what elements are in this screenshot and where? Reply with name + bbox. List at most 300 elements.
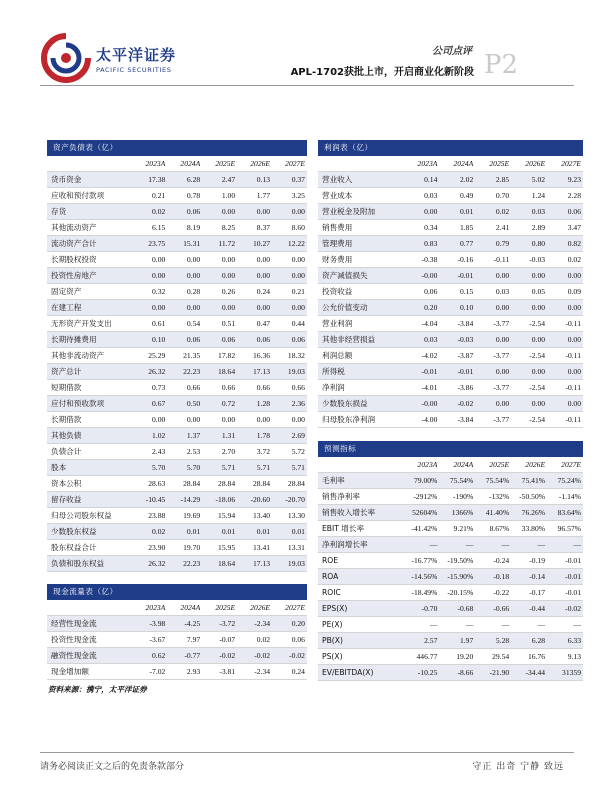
row-label: 在建工程 <box>51 303 82 312</box>
cell-value: 10.27 <box>252 239 271 248</box>
cell-value: 0.72 <box>221 399 236 408</box>
table-header-row <box>318 156 583 172</box>
cell-value: 0.37 <box>291 175 305 184</box>
column-header: 2024A <box>453 159 474 168</box>
table-row <box>318 268 583 284</box>
cell-value: -0.22 <box>493 588 510 597</box>
cell-value: — <box>573 620 581 629</box>
cell-value: 5.28 <box>495 636 510 645</box>
cell-value: 2.69 <box>291 431 305 440</box>
cell-value: 7.97 <box>186 635 201 644</box>
cell-value: 2.28 <box>567 191 581 200</box>
cell-value: 0.02 <box>152 207 166 216</box>
cell-value: 0.79 <box>495 239 510 248</box>
column-header: 2027E <box>561 460 581 469</box>
cell-value: 13.41 <box>252 543 271 552</box>
column-header: 2027E <box>285 603 305 612</box>
cell-value: 5.71 <box>291 463 305 472</box>
cell-value: 19.20 <box>456 652 474 661</box>
cell-value: 0.66 <box>186 383 201 392</box>
cell-value: 25.29 <box>148 351 166 360</box>
cell-value: 0.00 <box>291 303 305 312</box>
cell-value: -18.49% <box>411 588 438 597</box>
cell-value: 18.64 <box>218 367 236 376</box>
cell-value: 0.24 <box>256 287 271 296</box>
cell-value: 0.66 <box>256 383 271 392</box>
cell-value: 0.00 <box>495 399 510 408</box>
cell-value: 15.31 <box>183 239 201 248</box>
cell-value: -0.11 <box>565 415 581 424</box>
cell-value: 1.24 <box>531 191 546 200</box>
cell-value: -2.54 <box>529 383 546 392</box>
cell-value: 0.78 <box>186 191 201 200</box>
table-row <box>47 204 307 220</box>
table-row <box>47 348 307 364</box>
cell-value: 0.62 <box>152 651 166 660</box>
cell-value: 0.67 <box>152 399 166 408</box>
row-label: 投资性现金流 <box>51 635 97 644</box>
cell-value: -0.03 <box>457 335 474 344</box>
cell-value: 0.02 <box>567 255 581 264</box>
cell-value: -0.00 <box>421 399 438 408</box>
row-label: 销售净利率 <box>322 492 360 501</box>
column-header: 2025E <box>489 460 510 469</box>
row-label: 其他非流动资产 <box>51 351 105 360</box>
cell-value: -0.07 <box>219 635 236 644</box>
cell-value: 1.28 <box>256 399 271 408</box>
cell-value: -18.06 <box>215 495 236 504</box>
balance-sheet-table <box>47 140 307 572</box>
cell-value: 0.06 <box>186 335 201 344</box>
table-row <box>318 649 583 665</box>
page-header <box>0 0 613 90</box>
cell-value: 0.03 <box>424 335 438 344</box>
cell-value: 9.21% <box>453 524 474 533</box>
cell-value: -0.11 <box>565 319 581 328</box>
cell-value: 0.03 <box>531 207 546 216</box>
cell-value: 0.00 <box>221 207 236 216</box>
cell-value: 0.66 <box>221 383 236 392</box>
cell-value: 1.00 <box>221 191 236 200</box>
cell-value: 26.32 <box>148 367 166 376</box>
table-row <box>47 428 307 444</box>
cell-value: -0.02 <box>219 651 236 660</box>
row-label: 归母股东净利润 <box>322 415 376 424</box>
cell-value: -0.01 <box>565 556 581 565</box>
cell-value: 17.13 <box>252 367 271 376</box>
cell-value: 0.00 <box>186 255 201 264</box>
cell-value: 2.93 <box>186 667 201 676</box>
table-row <box>47 632 307 648</box>
table-row <box>318 601 583 617</box>
cell-value: -4.00 <box>421 415 438 424</box>
table-header-row <box>318 457 583 473</box>
row-label: 毛利率 <box>322 476 345 485</box>
cell-value: -3.72 <box>219 619 236 628</box>
cell-value: 28.63 <box>148 479 166 488</box>
cell-value: 75.54% <box>485 476 510 485</box>
table-row <box>318 172 583 188</box>
cell-value: 13.31 <box>287 543 305 552</box>
table-row <box>47 664 307 680</box>
table-row <box>318 396 583 412</box>
cell-value: -2.34 <box>254 667 271 676</box>
cell-value: -0.01 <box>565 588 581 597</box>
cell-value: 0.82 <box>567 239 581 248</box>
cell-value: 5.71 <box>256 463 271 472</box>
row-label: 长期借款 <box>51 415 82 424</box>
cell-value: 0.00 <box>495 367 510 376</box>
cell-value: 0.06 <box>291 635 305 644</box>
cell-value: -50.50% <box>519 492 546 501</box>
cell-value: 0.00 <box>221 415 236 424</box>
table-row <box>318 316 583 332</box>
row-label: ROE <box>322 556 339 565</box>
cell-value: 28.84 <box>252 479 271 488</box>
cell-value: 0.51 <box>221 319 236 328</box>
cell-value: -0.17 <box>529 588 546 597</box>
row-label: 净利润增长率 <box>322 540 368 549</box>
cell-value: -190% <box>453 492 474 501</box>
income-statement-table <box>318 140 583 428</box>
row-label: 归母公司股东权益 <box>51 511 112 520</box>
table-row <box>47 476 307 492</box>
row-label: EBIT 增长率 <box>322 524 365 533</box>
cell-value: -3.84 <box>457 319 474 328</box>
table-row <box>47 380 307 396</box>
cell-value: — <box>465 620 474 629</box>
cell-value: 0.77 <box>459 239 474 248</box>
cell-value: 2.57 <box>424 636 438 645</box>
cell-value: 2.89 <box>531 223 546 232</box>
table-row <box>318 220 583 236</box>
cell-value: 0.00 <box>186 271 201 280</box>
cell-value: -0.70 <box>421 604 438 613</box>
column-header: 2025E <box>215 159 236 168</box>
cell-value: -0.03 <box>529 255 546 264</box>
row-label: 少数股东权益 <box>51 527 97 536</box>
cell-value: 9.13 <box>567 652 581 661</box>
cell-value: -0.16 <box>457 255 474 264</box>
cell-value: 0.00 <box>152 415 166 424</box>
table-title: 利润表（亿） <box>318 140 583 156</box>
cell-value: 1.78 <box>256 431 271 440</box>
cell-value: 17.82 <box>218 351 236 360</box>
table-row <box>47 396 307 412</box>
row-label: PE(X) <box>322 620 343 629</box>
cell-value: 19.03 <box>287 367 305 376</box>
page-number: P2 <box>484 50 519 80</box>
cell-value: -3.81 <box>219 667 236 676</box>
cell-value: 79.00% <box>413 476 438 485</box>
cell-value: 0.10 <box>459 303 474 312</box>
cell-value: — <box>501 540 510 549</box>
cell-value: -0.01 <box>457 271 474 280</box>
table-row <box>47 556 307 572</box>
cell-value: -0.14 <box>529 572 546 581</box>
table-row <box>47 412 307 428</box>
row-label: 投资收益 <box>322 287 353 296</box>
column-header: 2023A <box>145 603 166 612</box>
row-label: 股本 <box>51 463 67 472</box>
table-row <box>318 537 583 553</box>
cell-value: 0.06 <box>186 207 201 216</box>
cell-value: 0.14 <box>424 175 438 184</box>
brand-name-en: PACIFIC SECURITIES <box>96 66 172 74</box>
cell-value: 28.84 <box>183 479 201 488</box>
cell-value: 2.02 <box>459 175 474 184</box>
cell-value: 17.38 <box>148 175 166 184</box>
table-row <box>47 492 307 508</box>
cell-value: 0.80 <box>531 239 546 248</box>
cell-value: 0.00 <box>531 271 546 280</box>
cell-value: 6.33 <box>567 636 581 645</box>
cell-value: 446.77 <box>416 652 438 661</box>
cell-value: -0.01 <box>457 367 474 376</box>
cell-value: -14.56% <box>411 572 438 581</box>
cell-value: 75.41% <box>521 476 546 485</box>
table-row <box>47 540 307 556</box>
table-row <box>318 188 583 204</box>
cell-value: 1.31 <box>221 431 236 440</box>
cell-value: -3.86 <box>457 383 474 392</box>
cell-value: 12.22 <box>287 239 305 248</box>
cell-value: 5.02 <box>531 175 546 184</box>
company-motto: 守正 出奇 宁静 致远 <box>472 762 564 772</box>
column-header: 2024A <box>180 159 201 168</box>
cell-value: 0.00 <box>495 271 510 280</box>
cell-value: 0.00 <box>291 207 305 216</box>
table-row <box>318 300 583 316</box>
cell-value: -0.02 <box>289 651 305 660</box>
data-source-note: 资料来源：携宁，太平洋证券 <box>48 685 147 694</box>
table-row <box>318 332 583 348</box>
cell-value: -3.84 <box>457 415 474 424</box>
cell-value: 75.24% <box>557 476 581 485</box>
cell-value: 0.00 <box>495 335 510 344</box>
row-label: 流动资产合计 <box>51 239 97 248</box>
cell-value: 0.00 <box>567 271 581 280</box>
column-header: 2026E <box>250 159 271 168</box>
cell-value: -0.66 <box>493 604 510 613</box>
cell-value: 0.70 <box>495 191 510 200</box>
cell-value: — <box>501 620 510 629</box>
cell-value: 0.00 <box>256 255 271 264</box>
cell-value: 0.00 <box>531 399 546 408</box>
row-label: 营业收入 <box>322 175 353 184</box>
cell-value: 33.80% <box>521 524 546 533</box>
cell-value: -0.02 <box>254 651 271 660</box>
row-label: 资产减值损失 <box>322 271 368 280</box>
cell-value: 5.70 <box>152 463 166 472</box>
row-label: 长期待摊费用 <box>51 335 97 344</box>
cell-value: 52604% <box>412 508 438 517</box>
cell-value: 8.25 <box>221 223 236 232</box>
cell-value: 75.54% <box>449 476 474 485</box>
cell-value: 23.88 <box>148 511 166 520</box>
cell-value: -3.77 <box>493 319 510 328</box>
row-label: ROIC <box>322 588 341 597</box>
column-header: 2025E <box>489 159 510 168</box>
cell-value: -14.29 <box>180 495 201 504</box>
cell-value: 0.47 <box>256 319 271 328</box>
column-header: 2024A <box>180 603 201 612</box>
cell-value: 0.49 <box>459 191 474 200</box>
cell-value: 0.24 <box>291 667 305 676</box>
cell-value: 0.02 <box>495 207 510 216</box>
cell-value: -0.38 <box>421 255 438 264</box>
cell-value: 0.03 <box>495 287 510 296</box>
column-header: 2026E <box>525 159 546 168</box>
cell-value: 2.85 <box>495 175 510 184</box>
row-label: 营业税金及附加 <box>322 207 376 216</box>
row-label: 营业利润 <box>322 319 353 328</box>
table-header-row <box>47 600 307 616</box>
row-label: 经营性现金流 <box>51 619 97 628</box>
cell-value: -20.15% <box>447 588 474 597</box>
cell-value: 0.06 <box>256 335 271 344</box>
cell-value: 0.00 <box>567 367 581 376</box>
cell-value: 0.61 <box>152 319 166 328</box>
cell-value: 0.26 <box>221 287 236 296</box>
cell-value: 0.00 <box>152 255 166 264</box>
table-row <box>318 553 583 569</box>
cell-value: 41.40% <box>485 508 510 517</box>
cell-value: -0.11 <box>565 383 581 392</box>
cell-value: -4.04 <box>421 319 438 328</box>
cell-value: -132% <box>488 492 510 501</box>
table-row <box>318 380 583 396</box>
row-label: ROA <box>322 572 339 581</box>
cell-value: -20.70 <box>285 495 305 504</box>
row-label: 资本公积 <box>51 479 82 488</box>
table-row <box>318 364 583 380</box>
cell-value: -1.14% <box>558 492 581 501</box>
row-label: 销售收入增长率 <box>322 508 376 517</box>
cell-value: 0.20 <box>291 619 305 628</box>
cell-value: 0.00 <box>256 207 271 216</box>
cell-value: 6.28 <box>531 636 546 645</box>
cell-value: 0.00 <box>221 271 236 280</box>
cell-value: 8.60 <box>291 223 305 232</box>
cell-value: 2.53 <box>186 447 201 456</box>
table-row <box>318 348 583 364</box>
cell-value: -10.45 <box>145 495 166 504</box>
cell-value: 5.71 <box>221 463 236 472</box>
cell-value: -0.11 <box>565 351 581 360</box>
cell-value: 0.54 <box>186 319 201 328</box>
cell-value: 28.84 <box>218 479 236 488</box>
column-header: 2023A <box>417 159 438 168</box>
table-row <box>318 204 583 220</box>
cell-value: 0.02 <box>152 527 166 536</box>
cell-value: -8.66 <box>457 668 474 677</box>
row-label: 公允价值变动 <box>322 303 368 312</box>
cell-value: 11.72 <box>218 239 236 248</box>
row-label: EPS(X) <box>322 604 348 613</box>
column-header: 2027E <box>561 159 581 168</box>
column-header: 2023A <box>145 159 166 168</box>
cell-value: 2.43 <box>152 447 166 456</box>
cell-value: 0.02 <box>256 635 271 644</box>
cell-value: -41.42% <box>411 524 438 533</box>
cell-value: 2.41 <box>495 223 510 232</box>
table-row <box>47 300 307 316</box>
cell-value: — <box>573 540 581 549</box>
cell-value: 0.00 <box>291 255 305 264</box>
cell-value: 31359 <box>562 668 581 677</box>
cell-value: -34.44 <box>525 668 546 677</box>
cell-value: 16.36 <box>252 351 271 360</box>
row-label: 固定资产 <box>51 287 82 296</box>
cell-value: 0.06 <box>291 335 305 344</box>
table-row <box>318 252 583 268</box>
row-label: 存货 <box>51 207 67 216</box>
row-label: 净利润 <box>322 383 345 392</box>
row-label: 资产总计 <box>51 367 82 376</box>
row-label: PB(X) <box>322 636 343 645</box>
disclaimer-note: 请务必阅读正文之后的免责条款部分 <box>40 762 185 772</box>
cell-value: 0.00 <box>152 271 166 280</box>
cell-value: 2.47 <box>221 175 236 184</box>
cell-value: 13.40 <box>252 511 271 520</box>
cell-value: 1366% <box>451 508 474 517</box>
table-row <box>318 633 583 649</box>
table-row <box>47 316 307 332</box>
cell-value: 26.32 <box>148 559 166 568</box>
cell-value: 0.00 <box>221 255 236 264</box>
header-divider <box>40 85 574 86</box>
cell-value: 5.70 <box>186 463 201 472</box>
cell-value: 29.54 <box>492 652 510 661</box>
cell-value: -0.11 <box>493 255 510 264</box>
cell-value: 23.90 <box>148 543 166 552</box>
cell-value: 0.01 <box>291 527 305 536</box>
report-title: APL-1702获批上市，开启商业化新阶段 <box>290 67 474 78</box>
cell-value: -0.19 <box>529 556 546 565</box>
cell-value: -10.25 <box>417 668 438 677</box>
table-row <box>47 220 307 236</box>
table-title: 现金流量表（亿） <box>47 584 307 600</box>
row-label: 无形资产开发支出 <box>51 319 112 328</box>
cell-value: 0.00 <box>256 271 271 280</box>
cell-value: -16.77% <box>411 556 438 565</box>
column-header: 2026E <box>525 460 546 469</box>
table-row <box>47 188 307 204</box>
cell-value: 0.00 <box>291 271 305 280</box>
row-label: 财务费用 <box>322 255 353 264</box>
cell-value: -2912% <box>413 492 438 501</box>
cell-value: 0.01 <box>459 207 474 216</box>
cell-value: -4.01 <box>421 383 438 392</box>
row-label: 投资性房地产 <box>51 271 97 280</box>
cell-value: 17.13 <box>252 559 271 568</box>
cell-value: -0.18 <box>493 572 510 581</box>
table-row <box>47 252 307 268</box>
cell-value: 3.47 <box>567 223 581 232</box>
cell-value: 0.00 <box>256 303 271 312</box>
cell-value: -3.77 <box>493 351 510 360</box>
cell-value: 3.72 <box>256 447 271 456</box>
cell-value: 15.95 <box>218 543 236 552</box>
cell-value: 3.25 <box>291 191 305 200</box>
table-row <box>47 364 307 380</box>
cash-flow-table <box>47 584 307 680</box>
table-title: 预测指标 <box>318 441 583 457</box>
cell-value: 0.10 <box>152 335 166 344</box>
cell-value: 0.00 <box>567 335 581 344</box>
table-row <box>318 412 583 428</box>
